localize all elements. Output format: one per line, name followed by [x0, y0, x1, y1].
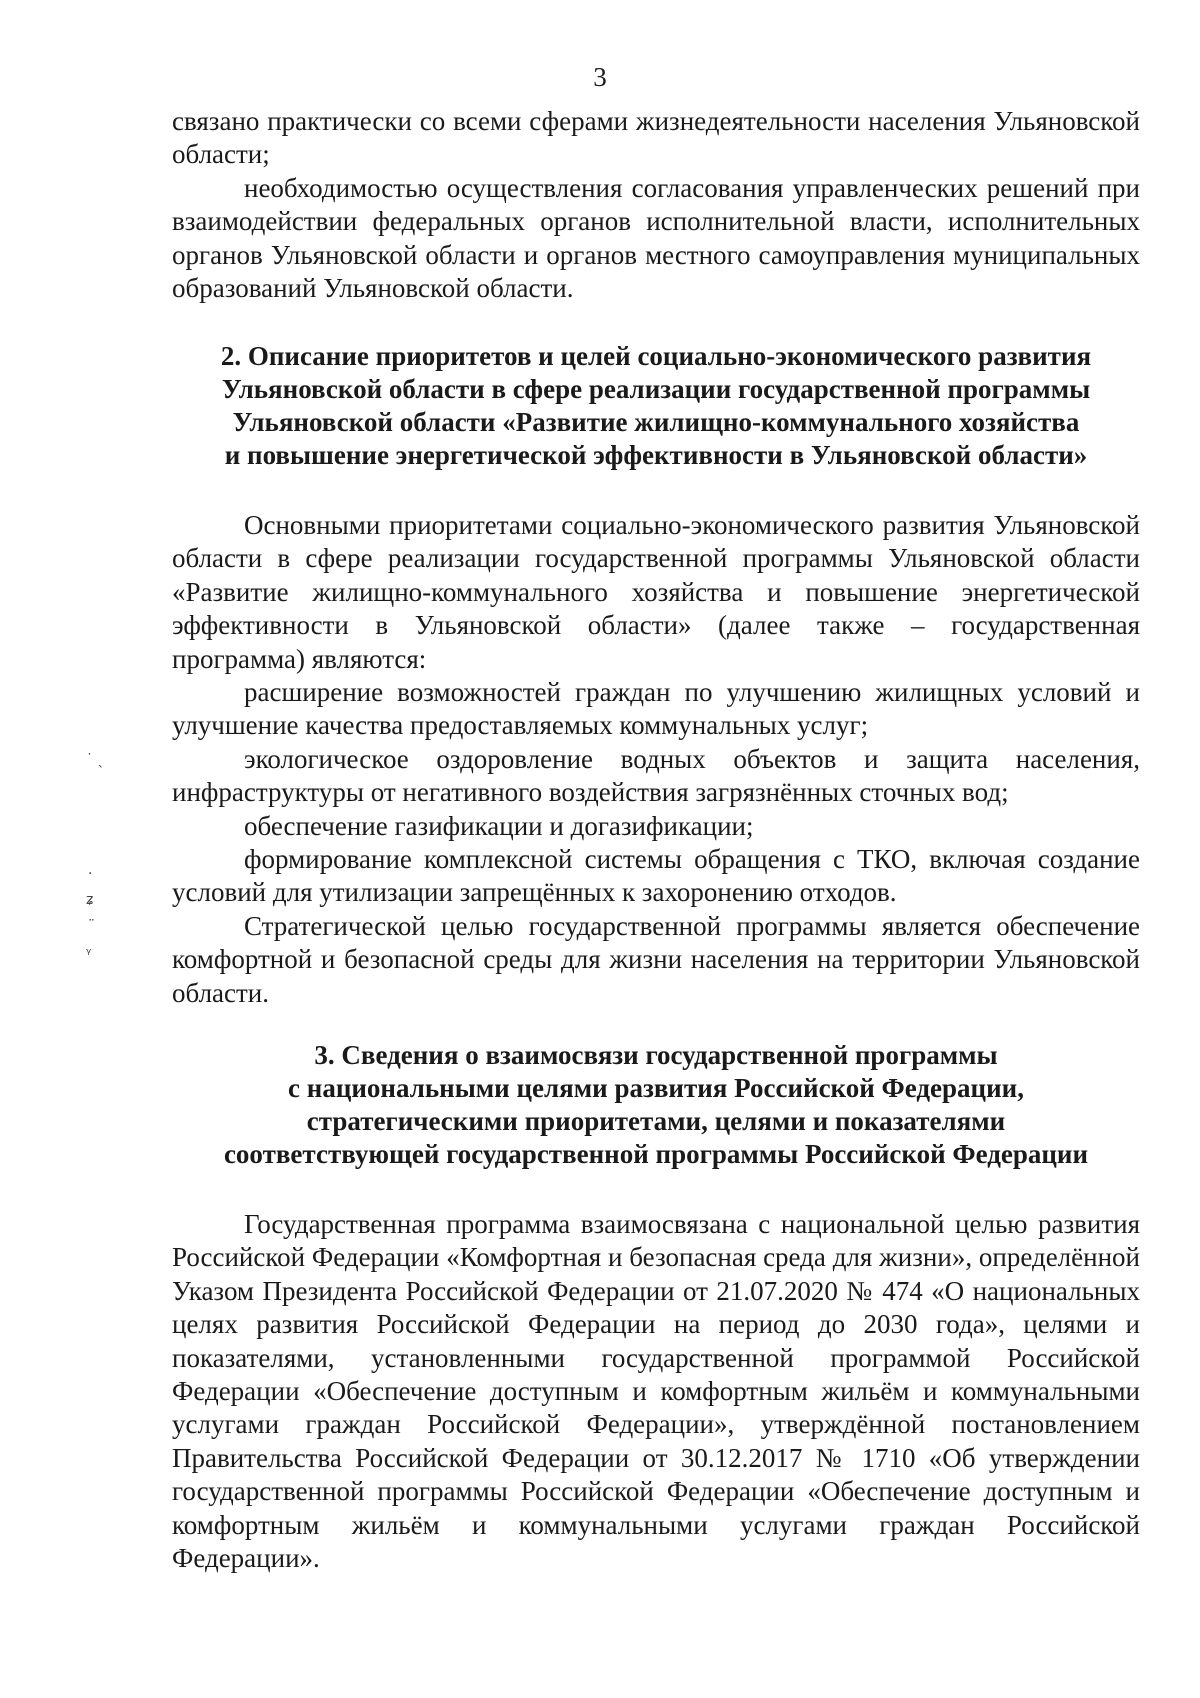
section-title-line: и повышение энергетической эффективности в Ульяновской области» [224, 440, 1088, 470]
section-title-line: Ульяновской области «Развитие жилищно-коммунального хозяйства [232, 407, 1080, 437]
scan-speck: ¨ [88, 918, 95, 934]
paragraph: расширение возможностей граждан по улучшению жилищных условий и улучшение качества предоставляемых коммунальных услуг; [172, 677, 1140, 741]
scan-speck: ᵞ [86, 946, 92, 962]
section-title-line: с национальными целями развития Российской Федерации, [288, 1073, 1024, 1103]
paragraph: связано практически со всеми сферами жизнедеятельности населения Ульяновской области; [172, 106, 1140, 170]
section-title-line: соответствующей государственной программы Российской Федерации [223, 1139, 1089, 1169]
paragraph: Основными приоритетами социально-экономического развития Ульяновской области в сфере реализации государственной программы Ульяновской области «Развитие жилищно-коммунального хозяйства и повышение энергетической эффективности в Ульяновской области» (далее также – государственная программа) являются: [172, 510, 1140, 674]
section-title-line: Ульяновской области в сфере реализации государственной программы [221, 374, 1091, 404]
section-3-body [172, 1208, 1140, 1575]
scan-speck: ʑ [86, 892, 94, 908]
paragraph: экологическое оздоровление водных объектов и защита населения, инфраструктуры от негативного воздействия загрязнённых сточных вод; [172, 743, 1140, 808]
paragraph: Государственная программа взаимосвязана с национальной целью развития Российской Федерации «Комфортная и безопасная среда для жизни», определённой Указом Президента Российской Федерации от 21.07.2020 № 474 «О национальных целях развития Российской Федерации на период до 2030 года», целями и показателями, установленными государственной программой Российской Федерации «Обеспечение доступным и комфортным жильём и коммунальными услугами граждан Российской Федерации», утверждённой постановлением Правительства Российской Федерации от 30.12.2017 № 1710 «Об утверждении государственной программы Российской Федерации «Обеспечение доступным и комфортным жильём и коммунальными услугами граждан Российской Федерации». [172, 1209, 1140, 1574]
scan-speck: · [88, 866, 93, 882]
section-2-body [172, 509, 1140, 1010]
section-title [172, 1039, 1140, 1171]
section-title-line: 2. Описание приоритетов и целей социально-экономического развития [220, 341, 1092, 371]
paragraph: формирование комплексной системы обращения с ТКО, включая создание условий для утилизации запрещённых к захоронению отходов. [172, 844, 1140, 908]
paragraph: необходимостью осуществления согласования управленческих решений при взаимодействии федеральных органов исполнительной власти, исполнительных органов Ульяновской области и органов местного самоуправления муниципальных образований Ульяновской области. [172, 172, 1140, 304]
scan-speck: ˙ ˎ [86, 752, 105, 768]
section-title-line: стратегическими приоритетами, целями и показателями [306, 1106, 1006, 1136]
section-title-line: 3. Сведения о взаимосвязи государственной программы [314, 1040, 998, 1070]
section-3-heading [172, 1039, 1140, 1171]
section-2-heading [172, 340, 1140, 472]
page-number: 3 [593, 62, 607, 92]
intro-block [172, 105, 1140, 305]
paragraph: Стратегической целью государственной программы является обеспечение комфортной и безопасной среды для жизни населения на территории Ульяновской области. [172, 910, 1140, 1008]
paragraph: обеспечение газификации и догазификации; [244, 810, 754, 841]
section-title [172, 340, 1140, 472]
